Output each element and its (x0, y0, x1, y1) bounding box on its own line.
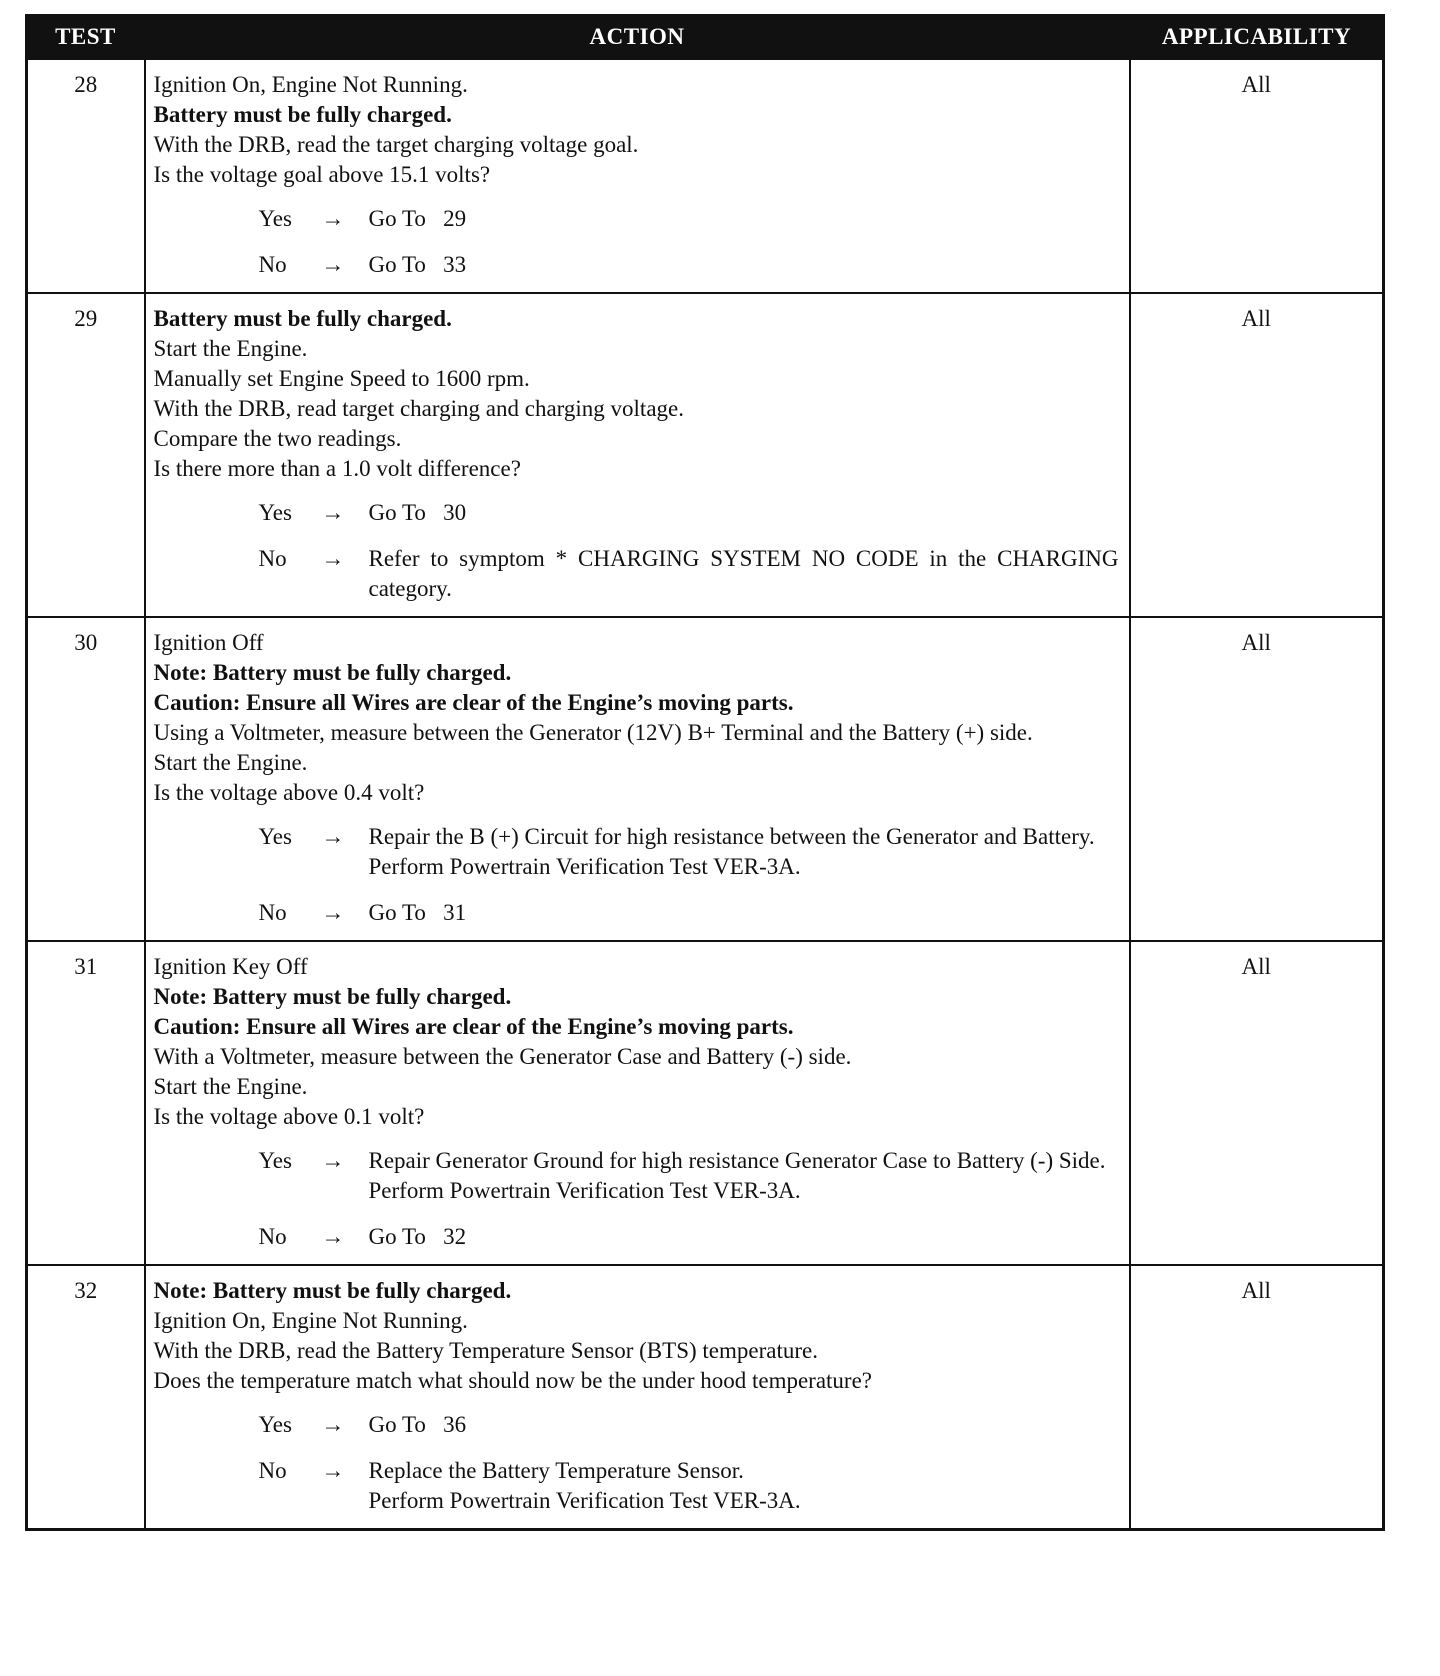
branch-result-line: Repair the B (+) Circuit for high resistance between the Generator and Battery. (368, 824, 1095, 849)
test-number: 31 (27, 941, 145, 1265)
answer-branch-no (154, 544, 1125, 604)
action-instruction: With the DRB, read the Battery Temperature Sensor (BTS) temperature. (153, 1338, 818, 1363)
action-instruction: Compare the two readings. (153, 426, 402, 451)
branch-result-line: Refer to symptom * CHARGING SYSTEM NO CODE in the CHARGING category. (368, 546, 1125, 601)
action-instruction: With the DRB, read target charging and charging voltage. (153, 396, 684, 421)
branch-result (368, 544, 1125, 604)
right-arrow-icon: → (321, 546, 345, 571)
answer-label: Yes (258, 1412, 292, 1437)
action-cell (145, 1265, 1130, 1530)
answer-label: Yes (258, 500, 292, 525)
table-row (27, 941, 1384, 1265)
action-instruction-bold: Battery must be fully charged. (153, 102, 452, 127)
answer-branch-no (154, 1222, 1121, 1252)
answer-label: No (258, 252, 287, 277)
applicability-value: All (1130, 617, 1384, 941)
answer-label: No (258, 900, 287, 925)
branch-result-line: Go To 29 (368, 206, 467, 231)
branch-result-line: Go To 36 (368, 1412, 467, 1437)
answer-branch-yes (154, 498, 1121, 528)
action-cell (145, 941, 1130, 1265)
action-instruction-bold: Note: Battery must be fully charged. (153, 660, 512, 685)
table-body (27, 59, 1384, 1530)
action-instruction-bold: Battery must be fully charged. (153, 306, 452, 331)
answer-branches (154, 498, 1125, 604)
action-instruction: Start the Engine. (153, 750, 308, 775)
action-instruction: Ignition On, Engine Not Running. (153, 72, 468, 97)
answer-label: Yes (258, 206, 292, 231)
branch-result (369, 1410, 1121, 1440)
right-arrow-icon: → (321, 1148, 345, 1173)
right-arrow-icon: → (321, 900, 345, 925)
action-instruction: Does the temperature match what should now be the under hood temperature? (153, 1368, 873, 1393)
table-row (27, 59, 1384, 294)
answer-label: Yes (258, 824, 292, 849)
branch-result (369, 822, 1121, 882)
applicability-value: All (1130, 1265, 1384, 1530)
right-arrow-icon: → (321, 500, 345, 525)
answer-branches (154, 1146, 1121, 1252)
right-arrow-icon: → (321, 824, 345, 849)
table-row (27, 293, 1384, 617)
action-instruction: Is the voltage above 0.1 volt? (153, 1104, 425, 1129)
branch-result-line: Repair Generator Ground for high resistance Generator Case to Battery (-) Side. (368, 1148, 1106, 1173)
header-applicability: APPLICABILITY (1130, 16, 1384, 59)
test-number: 30 (27, 617, 145, 941)
answer-label: Yes (258, 1148, 292, 1173)
test-number: 29 (27, 293, 145, 617)
branch-result-line: Go To 32 (368, 1224, 467, 1249)
answer-branch-yes (154, 204, 1121, 234)
header-action: ACTION (145, 16, 1130, 59)
answer-label: No (258, 1224, 287, 1249)
table-row (27, 617, 1384, 941)
branch-result-line: Replace the Battery Temperature Sensor. (368, 1458, 744, 1483)
answer-branch-no (154, 898, 1121, 928)
branch-result-line: Perform Powertrain Verification Test VER-3A. (368, 1488, 801, 1513)
action-instruction: Start the Engine. (153, 336, 308, 361)
diagnostic-table-page (25, 14, 1382, 1531)
applicability-value: All (1130, 59, 1384, 294)
branch-result-line: Go To 33 (368, 252, 467, 277)
test-number: 28 (27, 59, 145, 294)
branch-result (369, 1456, 1121, 1516)
action-instruction: Manually set Engine Speed to 1600 rpm. (153, 366, 530, 391)
answer-branch-yes (154, 822, 1121, 882)
applicability-value: All (1130, 941, 1384, 1265)
branch-result-line: Go To 31 (368, 900, 467, 925)
action-cell (145, 293, 1130, 617)
action-instruction: Is there more than a 1.0 volt difference? (153, 456, 521, 481)
answer-branches (154, 1410, 1121, 1516)
branch-result-line: Perform Powertrain Verification Test VER-3A. (368, 1178, 801, 1203)
answer-branch-no (154, 1456, 1121, 1516)
answer-label: No (258, 546, 287, 571)
branch-result (369, 250, 1121, 280)
branch-result-line: Go To 30 (368, 500, 467, 525)
action-instruction: Ignition Off (153, 630, 264, 655)
right-arrow-icon: → (321, 1224, 345, 1249)
answer-branch-yes (154, 1410, 1121, 1440)
action-cell (145, 59, 1130, 294)
action-instruction: Is the voltage above 0.4 volt? (153, 780, 425, 805)
answer-branch-no (154, 250, 1121, 280)
diagnostic-test-table (25, 14, 1385, 1531)
right-arrow-icon: → (321, 1458, 345, 1483)
action-instruction: With a Voltmeter, measure between the Generator Case and Battery (-) side. (153, 1044, 852, 1069)
action-instruction: Start the Engine. (153, 1074, 308, 1099)
action-instruction-bold: Caution: Ensure all Wires are clear of the Engine’s moving parts. (153, 1014, 794, 1039)
action-instruction: With the DRB, read the target charging voltage goal. (153, 132, 639, 157)
branch-result (369, 1222, 1121, 1252)
branch-result (369, 898, 1121, 928)
answer-branch-yes (154, 1146, 1121, 1206)
branch-result (369, 1146, 1121, 1206)
action-instruction-bold: Note: Battery must be fully charged. (153, 1278, 512, 1303)
table-row (27, 1265, 1384, 1530)
right-arrow-icon: → (321, 252, 345, 277)
action-instruction: Is the voltage goal above 15.1 volts? (153, 162, 491, 187)
right-arrow-icon: → (321, 206, 345, 231)
right-arrow-icon: → (321, 1412, 345, 1437)
answer-label: No (258, 1458, 287, 1483)
branch-result (369, 498, 1121, 528)
action-instruction-bold: Caution: Ensure all Wires are clear of the Engine’s moving parts. (153, 690, 794, 715)
applicability-value: All (1130, 293, 1384, 617)
action-instruction: Ignition On, Engine Not Running. (153, 1308, 468, 1333)
action-instruction: Using a Voltmeter, measure between the Generator (12V) B+ Terminal and the Battery (+) side. (153, 720, 1033, 745)
answer-branches (154, 204, 1121, 280)
action-instruction-bold: Note: Battery must be fully charged. (153, 984, 512, 1009)
answer-branches (154, 822, 1121, 928)
branch-result (369, 204, 1121, 234)
header-test: TEST (27, 16, 145, 59)
test-number: 32 (27, 1265, 145, 1530)
table-header (27, 16, 1384, 59)
action-instruction: Ignition Key Off (153, 954, 308, 979)
action-cell (145, 617, 1130, 941)
branch-result-line: Perform Powertrain Verification Test VER-3A. (368, 854, 801, 879)
